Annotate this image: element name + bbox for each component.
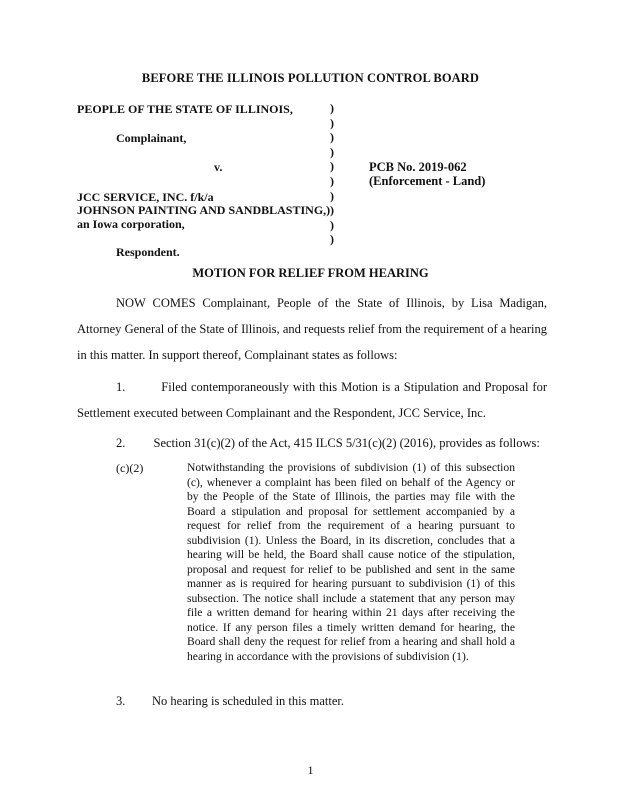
motion-title: MOTION FOR RELIEF FROM HEARING (192, 266, 429, 280)
board-heading: BEFORE THE ILLINOIS POLLUTION CONTROL BOARD (141, 71, 480, 85)
plaintiff-name: PEOPLE OF THE STATE OF ILLINOIS, (77, 102, 293, 116)
intro-paragraph (77, 290, 547, 368)
paragraph-3-text: No hearing is scheduled in this matter. (152, 694, 344, 708)
quoted-subsection-text: Notwithstanding the provisions of subdivision (1) of this subsection (c), whenever a complaint has been filed on behalf of the Agency or by the People of the State of Illinois, the parties may file with the Board a stipulation and proposal for settlement accompanied by a request for relief from the requirement of a hearing pursuant to subdivision (1). Unless the Board, in its discretion, concludes that a hearing will be held, the Board shall cause notice of the stipulation, proposal and request for relief to be published and sent in the same manner as is required for hearing pursuant to subdivision (1) of this subsection. The notice shall include a statement that any person may file a written demand for hearing within 21 days after receiving the notice. If any person files a timely written demand for hearing, the Board shall deny the request for relief from a hearing and shall hold a hearing in accordance with the provisions of subdivision (1). (187, 461, 515, 663)
subsection-label: (c)(2) (116, 461, 144, 475)
intro-text: NOW COMES Complainant, People of the State of Illinois, by Lisa Madigan, Attorney General of the State of Illinois, and requests relief from the requirement of a hearing in this matter. In support thereof, Complainant states as follows: (77, 296, 547, 362)
case-type: (Enforcement - Land) (369, 174, 486, 188)
versus-label: v. (214, 160, 223, 174)
paragraph-1 (77, 374, 547, 426)
paragraph-1-number: 1. (116, 380, 126, 394)
paragraph-1-text: Filed contemporaneously with this Motion is a Stipulation and Proposal for Settlement executed between Complainant and the Respondent, JCC Service, Inc. (77, 380, 547, 420)
case-number: PCB No. 2019-062 (369, 160, 467, 174)
paragraph-2 (77, 430, 547, 456)
defendant-role: Respondent. (116, 245, 180, 259)
paragraph-2-number: 2. (116, 436, 126, 450)
paragraph-2-text: Section 31(c)(2) of the Act, 415 ILCS 5/31(c)(2) (2016), provides as follows: (153, 436, 540, 450)
page-number: 1 (307, 763, 314, 777)
defendant-line-1: JCC SERVICE, INC. f/k/a (77, 190, 214, 204)
defendant-line-3: an Iowa corporation, (77, 217, 185, 231)
paragraph-3-number: 3. (116, 694, 126, 708)
plaintiff-role: Complainant, (116, 131, 187, 145)
caption-parentheses: ) ) ) ) ) ) ) ) ) ) (330, 101, 334, 247)
defendant-line-2: JOHNSON PAINTING AND SANDBLASTING,) (77, 203, 331, 217)
